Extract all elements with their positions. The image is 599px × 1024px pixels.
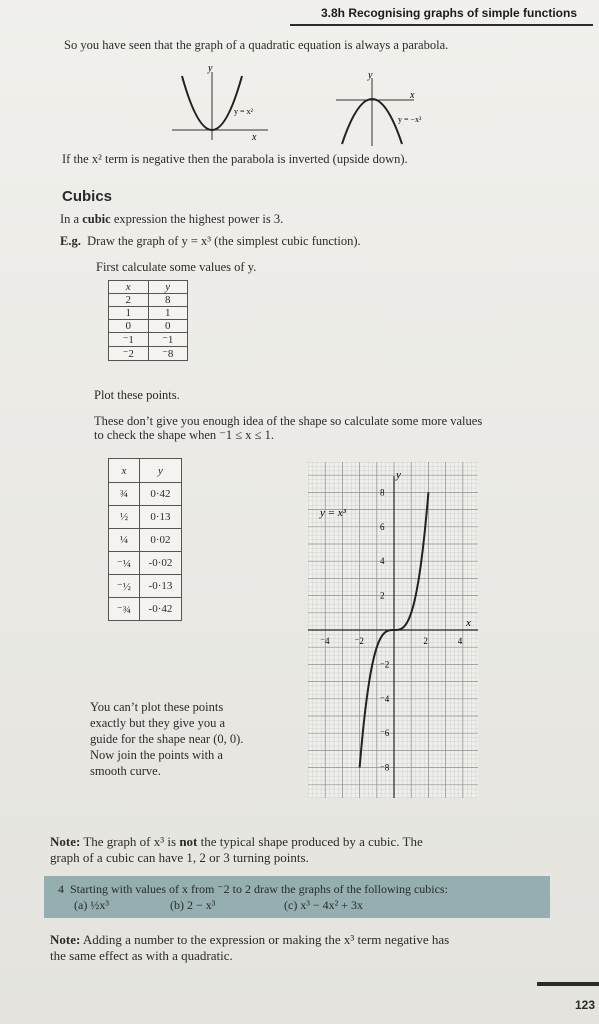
table2-header-y: y	[139, 459, 181, 483]
table-row	[109, 294, 188, 307]
first-calc-text: First calculate some values of y.	[96, 260, 257, 274]
y-tick-label: ⁻8	[380, 762, 390, 773]
guide-line-2: exactly but they give you a	[90, 716, 226, 730]
example-line	[60, 234, 361, 249]
table-row	[109, 598, 182, 621]
table-row	[109, 529, 182, 552]
cubic-graph	[308, 462, 478, 798]
table1-header-y: y	[148, 281, 188, 294]
table-row	[109, 483, 182, 506]
table-row	[109, 506, 182, 529]
x-tick-label: 4	[457, 636, 463, 646]
eg-label: E.g.	[60, 234, 81, 248]
note2-line2: the same effect as with a quadratic.	[50, 948, 233, 963]
parabola-diagram-left	[168, 62, 278, 144]
note2-text: Adding a number to the expression or making the x³ term negative has	[80, 932, 450, 947]
x-tick-label: ⁻4	[320, 636, 330, 646]
exercise-number: 4	[58, 882, 64, 896]
plot-points-text: Plot these points.	[94, 388, 180, 402]
note1-bold: not	[179, 834, 198, 849]
graph-function-label: y = x³	[320, 507, 346, 519]
table-cell: ⁻1	[109, 333, 149, 347]
table-row	[109, 552, 182, 575]
footer-rule	[537, 982, 599, 986]
exercise-item-c: (c) x³ − 4x² + 3x	[284, 898, 364, 912]
table-cell: ½	[109, 506, 140, 529]
table-row	[109, 333, 188, 347]
table-cell: 0·02	[139, 529, 181, 552]
table-cell: 1	[148, 307, 188, 320]
table-row	[109, 347, 188, 361]
table-cell: ⁻1	[148, 333, 188, 347]
x-tick-label: 2	[423, 636, 428, 646]
right-function-label: y = −x²	[398, 115, 422, 124]
exercise-item-b: (b) 2 − x³	[170, 898, 216, 912]
graph-x-axis-label: x	[466, 617, 471, 629]
y-tick-label: 2	[380, 590, 385, 601]
guide-line-5: smooth curve.	[90, 764, 161, 778]
inverted-note: If the x² term is negative then the parabola is inverted (upside down).	[62, 152, 408, 166]
note1-line1	[50, 834, 423, 849]
right-y-axis-label: y	[368, 70, 373, 81]
definition-suffix: expression the highest power is 3.	[110, 212, 284, 226]
y-tick-label: ⁻2	[380, 659, 390, 670]
table-row	[109, 307, 188, 320]
left-y-axis-label: y	[208, 63, 213, 74]
table1-header-row	[109, 281, 188, 294]
guide-line-4: Now join the points with a	[90, 748, 223, 762]
x-tick-label: ⁻2	[354, 636, 364, 646]
table-cell: -0·42	[139, 598, 181, 621]
more-values-line2: to check the shape when ⁻1 ≤ x ≤ 1.	[94, 428, 274, 442]
intro-text: So you have seen that the graph of a quadratic equation is always a parabola.	[64, 38, 449, 52]
y-tick-label: 6	[380, 521, 385, 532]
graph-y-axis-label: y	[396, 469, 401, 481]
table-cell: 0	[148, 320, 188, 333]
definition-prefix: In a	[60, 212, 83, 226]
values-table-2	[108, 458, 182, 621]
parabola-diagram-right	[330, 70, 440, 148]
note2-line1	[50, 932, 449, 947]
table-cell: 2	[109, 294, 149, 307]
exercise-prompt	[58, 882, 448, 897]
table-cell: ⁻¾	[109, 598, 140, 621]
note2-label: Note:	[50, 932, 81, 947]
y-tick-label: 8	[380, 487, 385, 498]
table-cell: ⁻¼	[109, 552, 140, 575]
table-cell: 0	[109, 320, 149, 333]
table2-header-row	[109, 459, 182, 483]
right-x-axis-label: x	[410, 90, 415, 101]
table2-header-x: x	[109, 459, 140, 483]
y-tick-label: ⁻4	[380, 693, 390, 704]
table-cell: -0·02	[139, 552, 181, 575]
table1-header-x: x	[109, 281, 149, 294]
guide-line-1: You can’t plot these points	[90, 700, 224, 714]
table-row	[109, 575, 182, 598]
exercise-box	[44, 876, 550, 918]
left-function-label: y = x²	[234, 107, 253, 116]
left-x-axis-label: x	[252, 132, 257, 143]
table-cell: -0·13	[139, 575, 181, 598]
table-cell: ¾	[109, 483, 140, 506]
eg-text: Draw the graph of y = x³ (the simplest cubic function).	[87, 234, 361, 248]
table-cell: ⁻½	[109, 575, 140, 598]
definition-bold: cubic	[82, 212, 111, 226]
more-values-line1: These don’t give you enough idea of the shape so calculate some more values	[94, 414, 483, 428]
exercise-prompt-text: Starting with values of x from ⁻2 to 2 draw the graphs of the following cubics:	[70, 882, 448, 896]
section-header: 3.8h Recognising graphs of simple functions	[320, 6, 577, 20]
table-cell: ⁻8	[148, 347, 188, 361]
table-cell: ⁻2	[109, 347, 149, 361]
note1-text-a: The graph of x³ is	[80, 834, 180, 849]
cubics-heading: Cubics	[62, 188, 113, 205]
table-cell: 1	[109, 307, 149, 320]
note1-label: Note:	[50, 834, 81, 849]
header-rule	[290, 24, 593, 26]
table-cell: 8	[148, 294, 188, 307]
table-cell: ¼	[109, 529, 140, 552]
y-tick-label: 4	[380, 556, 385, 567]
page-number: 123	[574, 998, 595, 1012]
cubic-definition	[60, 212, 283, 227]
exercise-item-a: (a) ½x³	[74, 898, 109, 912]
values-table-1	[108, 280, 188, 361]
note1-line2: graph of a cubic can have 1, 2 or 3 turning points.	[50, 850, 309, 865]
note1-text-b: the typical shape produced by a cubic. The	[197, 834, 423, 849]
guide-line-3: guide for the shape near (0, 0).	[90, 732, 244, 746]
table-row	[109, 320, 188, 333]
table-cell: 0·13	[139, 506, 181, 529]
y-tick-label: ⁻6	[380, 728, 390, 739]
table-cell: 0·42	[139, 483, 181, 506]
